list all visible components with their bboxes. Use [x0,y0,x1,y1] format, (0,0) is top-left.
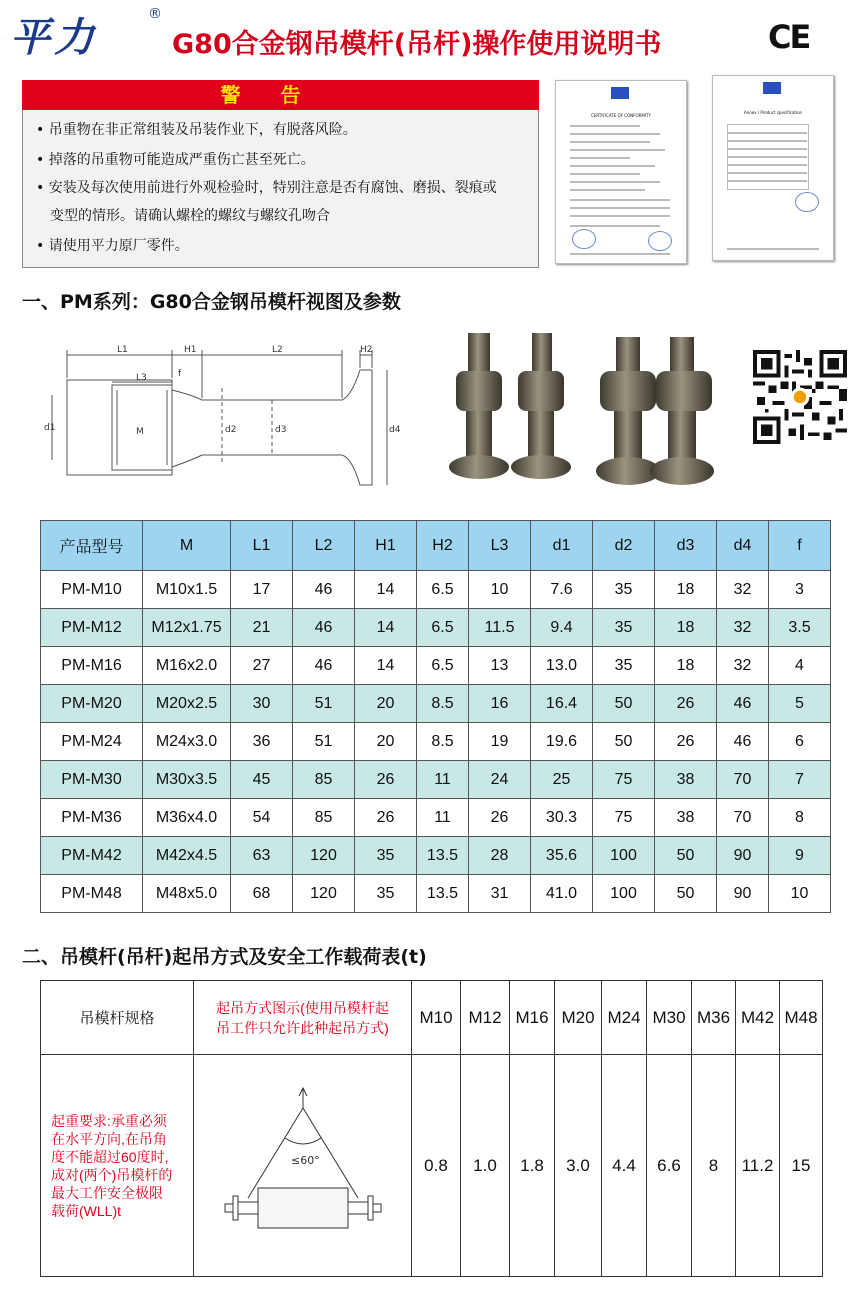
table-cell: 13.0 [531,647,593,685]
table-cell: 26 [655,685,717,723]
section-title-load-table: 二、吊模杆(吊杆)起吊方式及安全工作载荷表(t) [22,946,427,968]
dim-label: L1 [117,345,128,355]
table-cell: 8.5 [417,685,469,723]
table-cell: 9.4 [531,609,593,647]
column-header: f [769,521,831,571]
table-cell: 20 [355,723,417,761]
table-cell: M42x4.5 [143,837,231,875]
table-cell: 30 [231,685,293,723]
dim-label: H2 [360,345,373,355]
size-header: M42 [736,981,780,1055]
table-cell: 26 [469,799,531,837]
warning-item: 变型的情形。请确认螺栓的螺纹与螺纹孔吻合 [50,208,330,224]
table-cell: 13.5 [417,875,469,913]
table-cell: PM-M16 [41,647,143,685]
column-header: d3 [655,521,717,571]
table-cell: 70 [717,799,769,837]
table-cell: 26 [655,723,717,761]
column-header: d4 [717,521,769,571]
table-cell: M48x5.0 [143,875,231,913]
table-cell: PM-M10 [41,571,143,609]
requirement-line: 度不能超过60度时, [51,1148,169,1165]
table-cell: 31 [469,875,531,913]
table-cell: 21 [231,609,293,647]
table-cell: PM-M42 [41,837,143,875]
table-cell: 35 [593,647,655,685]
table-cell: 16 [469,685,531,723]
requirement-line: 在水平方向,在吊角 [51,1130,167,1147]
table-row [41,609,831,647]
table-row [41,761,831,799]
table-cell: 3.5 [769,609,831,647]
table-cell: 10 [469,571,531,609]
load-value: 15 [780,1055,823,1277]
requirement-line: 起重要求:承重必须 [51,1112,167,1129]
table-cell: 17 [231,571,293,609]
certificate-title: CERTIFICATE OF CONFORMITY [591,113,651,118]
warning-item: • 安装及每次使用前进行外观检验时，特别注意是否有腐蚀、磨损、裂痕或 [36,180,497,196]
table-cell: 11 [417,761,469,799]
size-header: M10 [412,981,461,1055]
dim-label: L3 [136,373,147,383]
table-cell: 50 [655,837,717,875]
table-cell: 46 [293,647,355,685]
dim-label: d3 [275,425,287,435]
table-row [41,647,831,685]
load-value: 3.0 [555,1055,602,1277]
table-cell: 38 [655,799,717,837]
load-value: 8 [692,1055,736,1277]
warning-item: • 掉落的吊重物可能造成严重伤亡甚至死亡。 [36,152,315,168]
table-cell: 8.5 [417,723,469,761]
spec-table [40,520,831,913]
table-cell: 75 [593,799,655,837]
table-cell: 41.0 [531,875,593,913]
table-row [41,799,831,837]
table-cell: 35 [355,837,417,875]
table-cell: 30.3 [531,799,593,837]
lifting-requirement [41,1055,194,1277]
column-header: M [143,521,231,571]
lifting-method-diagram [194,1055,412,1277]
size-header: M20 [555,981,602,1055]
requirement-line: 最大工作安全极限 [51,1184,163,1201]
load-table [40,980,823,1277]
column-header: L3 [469,521,531,571]
table-cell: 46 [717,723,769,761]
section-title-dimensions: 一、PM系列：G80合金钢吊模杆视图及参数 [22,291,401,313]
table-row [41,685,831,723]
method-header-line: 吊工件只允许此种起吊方式) [216,1019,389,1036]
table-cell: 51 [293,685,355,723]
load-value: 0.8 [412,1055,461,1277]
table-cell: 4 [769,647,831,685]
table-cell: PM-M24 [41,723,143,761]
table-cell: 50 [593,685,655,723]
qr-code [752,350,848,444]
table-cell: 6.5 [417,647,469,685]
table-cell: 18 [655,647,717,685]
table-cell: 46 [293,609,355,647]
table-header-row [41,521,831,571]
table-cell: PM-M36 [41,799,143,837]
load-value: 1.0 [461,1055,510,1277]
column-header: 产品型号 [41,521,143,571]
table-cell: 51 [293,723,355,761]
table-row [41,723,831,761]
table-cell: 24 [469,761,531,799]
table-cell: 18 [655,609,717,647]
registered-mark: ® [148,6,162,22]
method-header [194,981,412,1055]
table-cell: M36x4.0 [143,799,231,837]
table-cell: 27 [231,647,293,685]
table-cell: 32 [717,609,769,647]
table-cell: 11.5 [469,609,531,647]
table-row [41,837,831,875]
product-photo [438,325,718,495]
requirement-line: 成对(两个)吊模杆的 [51,1166,173,1183]
column-header: H1 [355,521,417,571]
brand-logo: 平力 [10,14,98,61]
table-cell: M16x2.0 [143,647,231,685]
load-value: 6.6 [647,1055,692,1277]
page-title: G80合金钢吊模杆(吊杆)操作使用说明书 [172,29,662,60]
table-cell: 35.6 [531,837,593,875]
table-cell: M20x2.5 [143,685,231,723]
table-cell: 7.6 [531,571,593,609]
table-cell: M30x3.5 [143,761,231,799]
table-cell: 3 [769,571,831,609]
table-cell: 26 [355,761,417,799]
table-row [41,875,831,913]
table-cell: 11 [417,799,469,837]
table-cell: 14 [355,571,417,609]
table-cell: 120 [293,837,355,875]
table-cell: 10 [769,875,831,913]
table-cell: 90 [717,837,769,875]
dim-label: d2 [225,425,237,435]
table-cell: 28 [469,837,531,875]
table-cell: 32 [717,647,769,685]
column-header: L2 [293,521,355,571]
table-cell: 8 [769,799,831,837]
table-cell: 85 [293,761,355,799]
table-cell: 19 [469,723,531,761]
table-cell: M24x3.0 [143,723,231,761]
dim-label: f [178,369,182,379]
column-header: d1 [531,521,593,571]
table-cell: 46 [293,571,355,609]
warning-heading: 警告 [22,80,539,110]
size-header: M36 [692,981,736,1055]
dim-label: H1 [184,345,197,355]
certificate-of-conformity [555,80,687,264]
table-cell: 50 [655,875,717,913]
table-cell: 45 [231,761,293,799]
table-cell: 90 [717,875,769,913]
table-cell: PM-M12 [41,609,143,647]
table-cell: PM-M30 [41,761,143,799]
table-cell: 54 [231,799,293,837]
column-header: L1 [231,521,293,571]
dim-label: M [136,427,144,437]
table-cell: PM-M48 [41,875,143,913]
table-cell: 6.5 [417,571,469,609]
table-cell: 38 [655,761,717,799]
load-value: 11.2 [736,1055,780,1277]
table-cell: 85 [293,799,355,837]
angle-label: ≤60° [290,1154,320,1167]
load-value: 4.4 [602,1055,647,1277]
requirement-line: 载荷(WLL)t [51,1202,121,1219]
spec-header: 吊模杆规格 [41,981,194,1055]
table-cell: 35 [593,571,655,609]
table-cell: 63 [231,837,293,875]
dim-label: L2 [272,345,283,355]
table-cell: 50 [593,723,655,761]
table-cell: 16.4 [531,685,593,723]
table-cell: 35 [355,875,417,913]
table-cell: 25 [531,761,593,799]
warning-item: • 请使用平力原厂零件。 [36,238,189,254]
certificate-title: Annex / Product specification [743,110,803,115]
table-cell: M10x1.5 [143,571,231,609]
column-header: d2 [593,521,655,571]
size-header: M16 [510,981,555,1055]
lifting-rod-drawing [42,340,402,500]
dim-label: d4 [389,425,401,435]
table-cell: 20 [355,685,417,723]
table-cell: PM-M20 [41,685,143,723]
product-annex-certificate [712,75,834,261]
warning-item: • 吊重物在非正常组装及吊装作业下，有脱落风险。 [36,122,357,138]
table-cell: 32 [717,571,769,609]
size-header: M30 [647,981,692,1055]
table-cell: 6 [769,723,831,761]
table-cell: 36 [231,723,293,761]
size-header: M24 [602,981,647,1055]
table-cell: 7 [769,761,831,799]
table-cell: 18 [655,571,717,609]
table-cell: 35 [593,609,655,647]
ce-mark: CE [768,18,810,56]
method-header-line: 起吊方式图示(使用吊模杆起 [216,999,389,1016]
table-cell: 100 [593,875,655,913]
table-cell: M12x1.75 [143,609,231,647]
table-cell: 14 [355,609,417,647]
dim-label: d1 [44,423,56,433]
size-header: M48 [780,981,823,1055]
sling-diagram [213,1078,393,1248]
table-cell: 19.6 [531,723,593,761]
table-cell: 100 [593,837,655,875]
table-cell: 14 [355,647,417,685]
table-row [41,571,831,609]
table-cell: 5 [769,685,831,723]
table-cell: 46 [717,685,769,723]
load-value: 1.8 [510,1055,555,1277]
table-cell: 13.5 [417,837,469,875]
table-cell: 75 [593,761,655,799]
table-cell: 26 [355,799,417,837]
table-cell: 70 [717,761,769,799]
size-header: M12 [461,981,510,1055]
table-cell: 68 [231,875,293,913]
table-cell: 6.5 [417,609,469,647]
column-header: H2 [417,521,469,571]
table-cell: 120 [293,875,355,913]
table-cell: 9 [769,837,831,875]
table-cell: 13 [469,647,531,685]
